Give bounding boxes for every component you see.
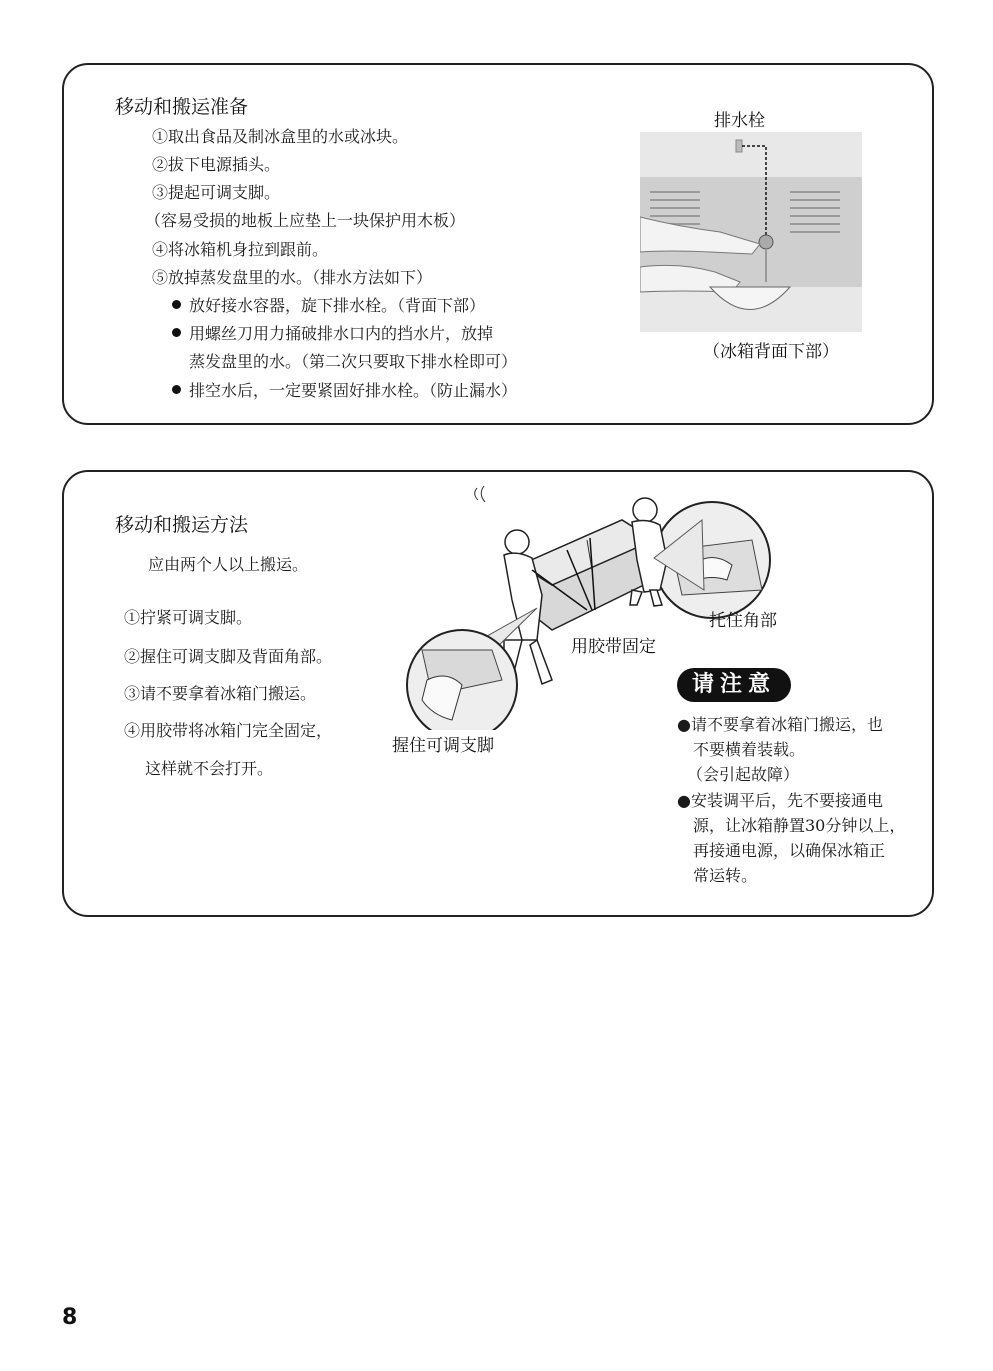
drain-bullet-3 [172, 381, 517, 401]
moving-step-4: ④用胶带将冰箱门完全固定， [124, 721, 333, 740]
moving-step-1: ①拧紧可调支脚。 [124, 608, 253, 627]
note-line-6: 再接通电源，以确保冰箱正 [693, 841, 886, 860]
bullet-dot [172, 385, 181, 394]
drain-image-caption: （冰箱背面下部） [703, 342, 839, 362]
moving-step-2: ②握住可调支脚及背面角部。 [124, 647, 333, 666]
note-line-4: ●安装调平后，先不要接通电 [677, 791, 883, 810]
drain-bullet-3-text: 排空水后，一定要紧固好排水栓。（防止漏水） [189, 381, 518, 400]
preparation-title: 移动和搬运准备 [115, 96, 249, 118]
note-line-1: ●请不要拿着冰箱门搬运，也 [677, 715, 883, 734]
drain-bullet-1-text: 放好接水容器，旋下排水栓。（背面下部） [189, 296, 486, 315]
drain-plug-label: 排水栓 [714, 111, 765, 131]
note-line-5: 源，让冰箱静置30分钟以上， [693, 816, 906, 835]
note-line-3: （会引起故障） [687, 765, 800, 784]
attention-badge: 请注意 [677, 668, 791, 702]
page-number: 8 [62, 1305, 78, 1330]
moving-step-3: ③请不要拿着冰箱门搬运。 [124, 684, 317, 703]
note-line-7: 常运转。 [693, 866, 758, 885]
moving-intro: 应由两个人以上搬运。 [148, 555, 309, 574]
drain-bullet-1 [172, 296, 485, 316]
prep-step-3: ③提起可调支脚。 [152, 183, 281, 202]
prep-step-4: ④将冰箱机身拉到跟前。 [152, 240, 329, 259]
drain-bullet-2-text: 用螺丝刀用力捅破排水口内的挡水片，放掉 [189, 324, 494, 343]
drain-bullet-2-cont: 蒸发盘里的水。（第二次只要取下排水栓即可） [189, 352, 518, 371]
bullet-dot [172, 300, 181, 309]
prep-step-5: ⑤放掉蒸发盘里的水。（排水方法如下） [152, 268, 433, 287]
note-line-2: 不要横着装载。 [693, 740, 806, 759]
drain-illustration [640, 132, 862, 332]
moving-step-4-cont: 这样就不会打开。 [145, 759, 274, 778]
moving-title: 移动和搬运方法 [115, 514, 249, 536]
prep-step-2: ②拔下电源插头。 [152, 155, 281, 174]
corner-label: 托住角部 [709, 611, 777, 631]
tape-label: 用胶带固定 [571, 637, 656, 657]
prep-step-1: ①取出食品及制冰盒里的水或冰块。 [152, 127, 409, 146]
drain-bullet-2 [172, 324, 493, 344]
foot-label: 握住可调支脚 [392, 736, 494, 756]
bullet-dot [172, 328, 181, 337]
prep-step-3-note: （容易受损的地板上应垫上一块保护用木板） [145, 211, 466, 230]
